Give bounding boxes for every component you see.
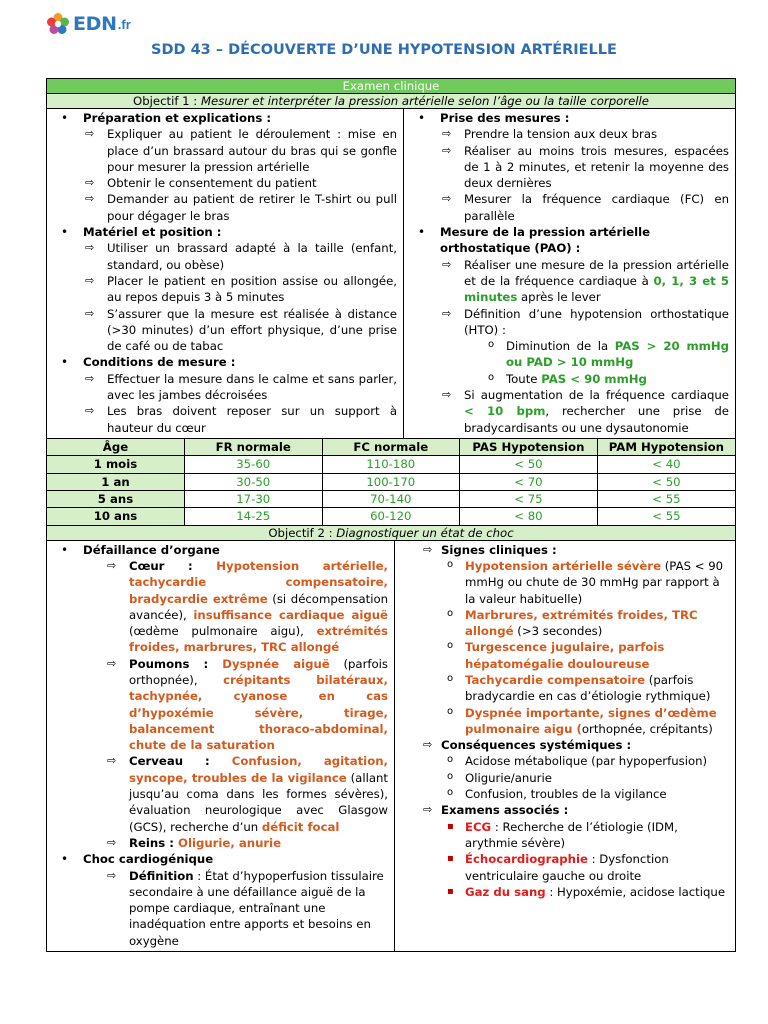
table-row	[47, 491, 735, 508]
highlight-orange: Confusion, agitation, syncope, troubles de la vigilance	[129, 754, 388, 785]
organ-label: Cœur :	[129, 558, 217, 573]
list-item	[441, 558, 729, 607]
text: Réaliser une mesure de la pression artérielle et de la fréquence cardiaque à	[464, 257, 729, 288]
highlight-orange: Hypotension artérielle, tachycardie compensatoire, bradycardie extrême	[129, 558, 388, 606]
list-item: ⇨ Prendre la tension aux deux bras	[440, 126, 729, 142]
list-item	[441, 819, 729, 852]
section-heading: Choc cardiogénique	[83, 852, 214, 867]
table-cell: < 80	[460, 508, 598, 525]
list-item: ⇨ Mesurer la fréquence cardiaque (FC) en parallèle	[440, 191, 729, 224]
text: Si augmentation de la fréquence cardiaque	[464, 388, 729, 403]
text: (œdème pulmonaire aigu),	[129, 624, 317, 639]
section-header-exam: Examen clinique	[47, 79, 735, 94]
table-cell: 70-140	[322, 491, 460, 508]
section-heading: Matériel et position :	[83, 225, 222, 240]
text: Définition d’une hypotension orthostatique (HTO) :	[464, 306, 729, 337]
table-cell: < 55	[597, 508, 735, 525]
table-row	[47, 456, 735, 473]
objective-1-text: Mesurer et interpréter la pression artérielle selon l’âge ou la taille corporelle	[200, 94, 649, 108]
list-item: ⇨ Expliquer au patient le déroulement : mise en place d’un brassard autour du bras qui se gonfle pour mesurer la pression artérielle	[83, 126, 397, 175]
section-heading: Défaillance d’organe	[83, 542, 220, 557]
text: , rechercher une prise de bradycardisants ou une dysautonomie	[464, 404, 729, 435]
list-item	[440, 387, 729, 436]
highlight-red: ECG	[465, 819, 492, 834]
list-item: ⇨ Effectuer la mesure dans le calme et sans parler, avec les jambes décroisées	[83, 371, 397, 404]
list-item: ⇨ Placer le patient en position assise ou allongée, au repos depuis 3 à 5 minutes	[83, 273, 397, 306]
highlight-orange: Oligurie, anurie	[178, 835, 282, 850]
list-item	[441, 705, 729, 738]
list-item	[53, 354, 397, 435]
list-item	[53, 851, 388, 949]
list-item: o Acidose métabolique (par hypoperfusion)	[441, 753, 729, 769]
list-item	[423, 802, 729, 900]
text: : État d’hypoperfusion tissulaire secondaire à une défaillance aiguë de la pompe cardiaque, entraînant une inadéquation entre apports et besoins en oxygène	[129, 868, 384, 948]
table-cell: 1 mois	[47, 456, 184, 473]
section-heading: Examens associés :	[441, 803, 569, 818]
highlight-orange: (	[572, 721, 582, 736]
list-item	[410, 224, 729, 436]
text: : Recherche de l’étiologie (IDM, arythmie sévère)	[465, 819, 678, 850]
text: : Hypoxémie, acidose lactique	[545, 884, 726, 899]
table-header-row	[47, 439, 735, 456]
list-item: ⇨ Demander au patient de retirer le T-shirt ou pull pour dégager le bras	[83, 191, 397, 224]
flower-logo-icon	[46, 12, 70, 36]
text: (parfois orthopnée),	[129, 656, 388, 687]
objective-2-prefix: Objectif 2 :	[268, 525, 337, 540]
organ-label: Cerveau :	[129, 754, 232, 769]
objective-1-prefix: Objectif 1 :	[133, 94, 201, 108]
definition-label: Définition	[129, 868, 194, 883]
table-cell: 10 ans	[47, 508, 184, 525]
organ-label: Poumons :	[129, 656, 223, 671]
arrow-icon: ⇨	[423, 542, 433, 556]
highlight-orange: Tachycardie compensatoire	[465, 673, 646, 687]
text: Diminution de la	[506, 339, 615, 354]
text: après le lever	[517, 290, 601, 305]
list-item	[441, 607, 729, 640]
list-item	[105, 868, 388, 949]
list-item	[105, 835, 388, 851]
section-heading: Signes cliniques :	[441, 542, 557, 557]
objective-2-left-column	[47, 541, 394, 951]
column-header: Âge	[47, 439, 184, 456]
objective-1-left-column	[47, 109, 403, 438]
column-header: PAS Hypotension	[460, 439, 598, 456]
table-cell: 30-50	[184, 473, 322, 490]
table-cell: 35-60	[184, 456, 322, 473]
highlight-orange: extrémités froides, marbrures, TRC allongé	[129, 624, 388, 655]
list-item	[423, 737, 729, 802]
column-header: FR normale	[184, 439, 322, 456]
table-cell: 110-180	[322, 456, 460, 473]
list-item	[410, 110, 729, 224]
list-item	[482, 371, 729, 387]
list-item	[53, 224, 397, 354]
page-title: SDD 43 – DÉCOUVERTE D’UNE HYPOTENSION ARTÉRIELLE	[151, 42, 617, 58]
column-header: FC normale	[322, 439, 460, 456]
text: : Dysfonction ventriculaire gauche ou droite	[465, 852, 669, 883]
table-cell: < 40	[597, 456, 735, 473]
table-cell: 17-30	[184, 491, 322, 508]
list-item	[440, 306, 729, 387]
arrow-icon: ⇨	[423, 738, 433, 752]
list-item: ⇨ S’assurer que la mesure est réalisée à distance (>30 minutes) d’un effort physique, d’une prise de café ou de tabac	[83, 306, 397, 355]
list-item	[482, 338, 729, 371]
section-heading: Prise des mesures :	[440, 111, 570, 125]
list-item: ⇨ Réaliser au moins trois mesures, espacées de 1 à 2 minutes, et retenir la moyenne des deux dernières	[440, 143, 729, 192]
list-item: ⇨ Obtenir le consentement du patient	[83, 175, 397, 191]
list-item	[441, 851, 729, 884]
list-item	[441, 884, 729, 900]
section-heading: Conditions de mesure :	[83, 355, 236, 370]
organ-label: Reins :	[129, 835, 179, 850]
text: (parfois bradycardie en cas d’étiologie rythmique)	[465, 673, 711, 704]
list-item: o Oligurie/anurie	[441, 770, 729, 786]
highlight-red: Échocardiographie	[465, 852, 588, 867]
text: (>3 secondes)	[513, 624, 603, 639]
table-cell: 100-170	[322, 473, 460, 490]
logo-tld: .fr	[117, 16, 131, 32]
objective-1-right-column	[403, 109, 735, 438]
list-item	[105, 656, 388, 754]
list-item	[105, 753, 388, 834]
table-cell: < 55	[597, 491, 735, 508]
list-item	[53, 542, 388, 852]
list-item: ⇨ Utiliser un brassard adapté à la taille (enfant, standard, ou obèse)	[83, 240, 397, 273]
vitals-table	[47, 439, 735, 526]
highlight-orange: Dyspnée importante, signes d’œdème pulmonaire aigu	[465, 705, 717, 736]
arrow-icon: ⇨	[423, 803, 433, 817]
highlight-orange: crépitants bilatéraux, tachypnée, cyanose en cas d’hypoxémie sévère, tirage, balancement thoraco-abdominal, chute de la saturation	[129, 673, 388, 753]
list-item	[53, 110, 397, 224]
section-heading: Préparation et explications :	[83, 111, 272, 125]
table-cell: < 50	[597, 473, 735, 490]
list-item	[423, 542, 729, 738]
highlight-orange: Hypotension artérielle sévère	[465, 558, 661, 573]
highlight-orange: Turgescence jugulaire, parfois hépatomégalie douloureuse	[465, 640, 665, 671]
highlight-green: PAS < 90 mmHg	[541, 371, 647, 386]
objective-2-header	[47, 526, 735, 541]
list-item: o Confusion, troubles de la vigilance	[441, 786, 729, 802]
list-item	[441, 639, 729, 672]
objective-2-right-column	[394, 541, 735, 951]
objective-1-header	[47, 94, 735, 109]
text: Toute	[506, 371, 542, 386]
table-cell: < 50	[460, 456, 598, 473]
highlight-green: 0, 1, 3 et 5 minutes	[464, 273, 729, 305]
highlight-green: < 10 bpm	[464, 404, 546, 419]
section-heading: Mesure de la pression artérielle orthostatique (PAO) :	[440, 225, 651, 256]
highlight-orange: insuffisance cardiaque aiguë	[193, 607, 388, 622]
edn-logo[interactable]	[46, 10, 131, 38]
logo-name: EDN	[73, 13, 117, 35]
list-item	[105, 558, 388, 656]
list-item	[440, 257, 729, 306]
table-cell: < 70	[460, 473, 598, 490]
objective-2-text: Diagnostiquer un état de choc	[336, 525, 514, 540]
table-cell: 1 an	[47, 473, 184, 490]
exam-sheet	[46, 78, 736, 952]
section-heading: Conséquences systémiques :	[441, 738, 632, 753]
text: (allant jusqu’au coma dans les formes sévères), évaluation neurologique avec Glasgow (GCS), recherche d’un	[129, 770, 388, 834]
highlight-orange: Marbrures, extrémités froides, TRC allongé	[465, 607, 698, 639]
list-item: ⇨ Les bras doivent reposer sur un support à hauteur du cœur	[83, 403, 397, 436]
objective-2-content	[47, 541, 735, 951]
highlight-orange: déficit focal	[261, 819, 340, 834]
table-cell: < 75	[460, 491, 598, 508]
objective-1-content	[47, 109, 735, 439]
highlight-orange: Dyspnée aiguë	[222, 656, 330, 671]
text: orthopnée, crépitants)	[581, 721, 713, 736]
text: (si décompensation avancée),	[129, 591, 389, 622]
table-cell: 5 ans	[47, 491, 184, 508]
list-item	[441, 672, 729, 705]
highlight-green: PAS > 20 mmHg ou PAD > 10 mmHg	[506, 339, 729, 370]
column-header: PAM Hypotension	[597, 439, 735, 456]
table-row	[47, 508, 735, 525]
highlight-red: Gaz du sang	[465, 884, 546, 899]
table-row	[47, 473, 735, 490]
table-cell: 14-25	[184, 508, 322, 525]
text: (PAS < 90 mmHg ou chute de 30 mmHg par rapport à la valeur habituelle)	[465, 558, 724, 606]
table-cell: 60-120	[322, 508, 460, 525]
